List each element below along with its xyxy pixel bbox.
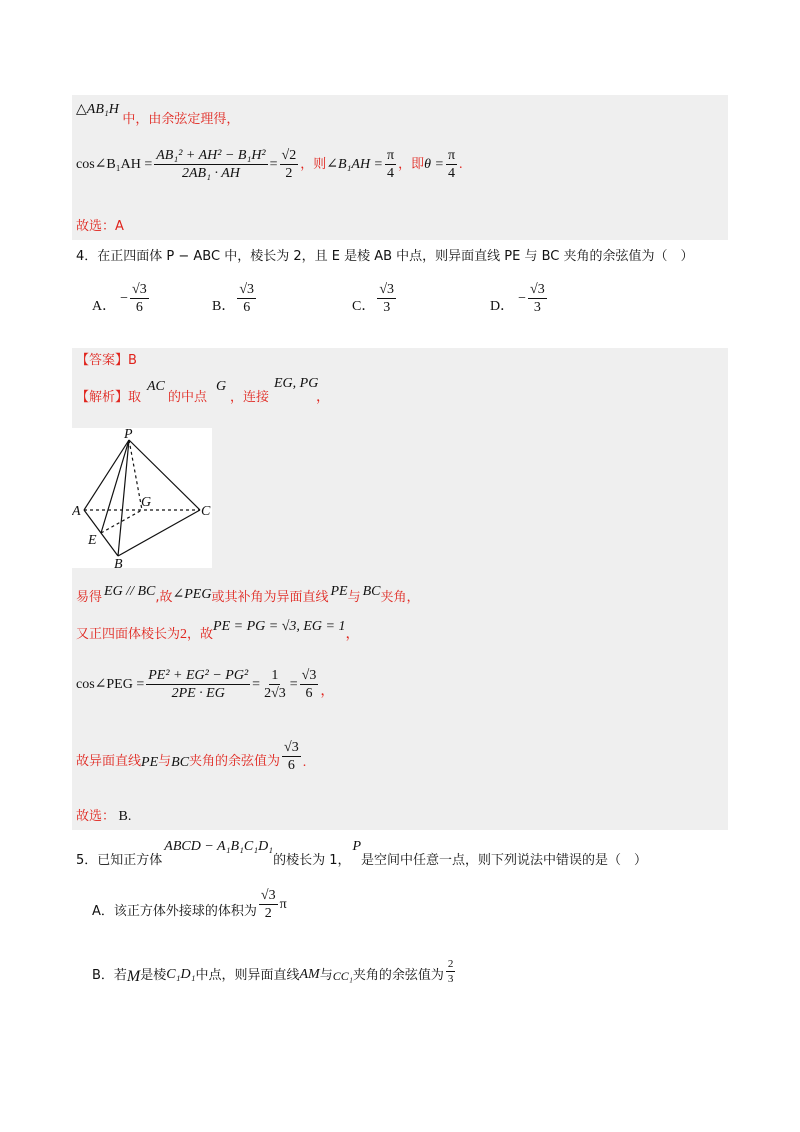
- answer-select-3: 故选：A: [76, 219, 124, 234]
- line1-bc: BC: [362, 584, 381, 599]
- cos-denominator: 2AB₁ · AH: [181, 166, 240, 182]
- option-d-den: 3: [533, 300, 541, 316]
- cos-equals: =: [269, 156, 278, 172]
- analysis-ac: AC: [147, 379, 165, 394]
- cos-numerator: AB₁² + AH² − B₁H²: [154, 148, 267, 165]
- tetrahedron-figure: [72, 428, 212, 568]
- analysis-connect: ，连接: [230, 390, 270, 405]
- q5-option-b-den: 3: [447, 973, 454, 986]
- analysis-eg-pg: EG, PG: [274, 376, 319, 391]
- question-5-stem: [76, 840, 647, 867]
- option-a-letter: A．: [92, 298, 117, 314]
- angle-num: π: [385, 148, 396, 165]
- q5-option-a-pi: π: [279, 896, 287, 912]
- q5-option-a-num: √3: [259, 888, 278, 905]
- cos-lhs: cos∠B₁AH =: [76, 156, 153, 172]
- label-e: E: [88, 533, 97, 548]
- analysis-comma: ，: [316, 390, 330, 405]
- q5-option-b-mid3: 夹角的余弦值为: [352, 968, 444, 984]
- q5-p: P: [352, 839, 362, 854]
- conclusion-and: 与: [158, 753, 172, 769]
- option-c-num: √3: [377, 282, 396, 299]
- angle-lhs: ∠B₁AH =: [326, 156, 384, 172]
- q5-option-b-mid2: 中点，则异面直线: [195, 968, 300, 984]
- option-b-letter: B．: [212, 298, 236, 314]
- label-c: C: [201, 504, 211, 519]
- label-b: B: [114, 557, 123, 568]
- ji-text: ，即: [398, 157, 425, 173]
- q5-option-b-mid1: 是棱: [140, 968, 167, 984]
- q5-cube: ABCD − A₁B₁C₁D₁: [164, 839, 274, 854]
- cosine-law-formula: [76, 148, 463, 182]
- q5-prefix: 5．已知正方体: [76, 853, 163, 868]
- option-d-letter: D．: [490, 298, 515, 314]
- line1-mid: ,故: [155, 590, 173, 605]
- cos-peg-eq2: =: [289, 676, 298, 692]
- option-c[interactable]: [352, 282, 398, 316]
- q5-end: 是空间中任意一点，则下列说法中错误的是（ ）: [361, 853, 648, 868]
- select-label: 故选：: [76, 809, 116, 824]
- cos-peg-value-den: 6: [305, 686, 313, 702]
- conclusion-mid: 夹角的余弦值为: [189, 753, 281, 769]
- line2-mid: ，故: [187, 627, 214, 642]
- triangle-label-line: [76, 102, 240, 127]
- option-a-sign: −: [120, 290, 129, 306]
- edge-pa: [84, 440, 129, 510]
- question-4-stem: 4．在正四面体 P − ABC 中，棱长为 2，且 E 是棱 AB 中点，则异面直线 PE 与 BC 夹角的余弦值为（ ）: [76, 249, 694, 264]
- cos-peg-value: [300, 668, 319, 702]
- line1-pe: PE: [330, 584, 348, 599]
- line2-num: 2: [180, 627, 188, 642]
- q5-option-b-m: M: [126, 968, 141, 986]
- cos-peg-num: PE² + EG² − PG²: [146, 668, 250, 685]
- then-text: ，则: [300, 157, 327, 173]
- q5-option-a-text: A．该正方体外接球的体积为: [92, 904, 257, 920]
- answer-select-4: [76, 810, 131, 824]
- line2-formula: PE = PG = √3, EG = 1: [213, 619, 346, 634]
- conclusion-line: [76, 740, 306, 774]
- cos-peg-lhs: cos∠PEG =: [76, 676, 145, 692]
- option-b[interactable]: [212, 282, 258, 316]
- option-a-den: 6: [135, 300, 143, 316]
- option-c-den: 3: [383, 300, 391, 316]
- line1-rest: 或其补角为异面直线: [211, 590, 329, 605]
- q5-option-b-edge: C₁D₁: [166, 967, 196, 983]
- analysis-midpoint: 的中点: [168, 390, 208, 405]
- tetrahedron-svg: [72, 428, 212, 568]
- option-d-num: √3: [528, 282, 547, 299]
- line1-and: 与: [347, 590, 361, 605]
- q5-option-b[interactable]: [92, 958, 457, 985]
- answer-tag-4: 【答案】B: [76, 353, 137, 368]
- analysis-tag: 【解析】取: [76, 390, 142, 405]
- option-d[interactable]: [490, 282, 549, 316]
- triangle-label: △AB₁H: [76, 102, 119, 117]
- line1-end: 夹角，: [380, 590, 420, 605]
- q5-option-a[interactable]: [92, 888, 287, 922]
- select-value: B.: [118, 809, 132, 824]
- cos-peg-eq1: =: [252, 676, 261, 692]
- conclusion-end: .: [302, 754, 307, 770]
- label-g: G: [141, 495, 152, 510]
- cos-peg-fraction: [146, 668, 250, 702]
- cos-peg-half: [262, 668, 288, 702]
- option-c-letter: C．: [352, 298, 376, 314]
- option-a[interactable]: [92, 282, 151, 316]
- analysis-g: G: [216, 379, 227, 394]
- conclusion-prefix: 故异面直线: [76, 753, 142, 769]
- q5-option-b-num: 2: [446, 958, 456, 972]
- line1-formula: EG // BC: [104, 584, 156, 599]
- option-b-num: √3: [237, 282, 256, 299]
- theta-fraction: [446, 148, 457, 182]
- option-d-fraction: [528, 282, 547, 316]
- theta-lhs: θ =: [424, 156, 444, 172]
- q5-option-b-and: 与: [319, 968, 333, 984]
- cos-peg-half-num: 1: [269, 668, 280, 685]
- option-c-fraction: [377, 282, 396, 316]
- line2-end: ，: [345, 627, 360, 642]
- cos-value-num: √2: [280, 148, 299, 165]
- theta-den: 4: [447, 166, 455, 182]
- edge-bc: [118, 510, 200, 556]
- q5-mid: 的棱长为 1，: [273, 853, 351, 868]
- question-4-options: [92, 282, 612, 322]
- conclusion-bc: BC: [171, 754, 190, 770]
- cos-peg-den: 2PE · EG: [171, 686, 225, 702]
- cos-peg-end: ，: [320, 683, 335, 699]
- cos-peg-value-num: √3: [300, 668, 319, 685]
- conclusion-pe: PE: [141, 754, 159, 770]
- cos-value: [280, 148, 299, 182]
- option-a-fraction: [130, 282, 149, 316]
- theta-num: π: [446, 148, 457, 165]
- label-a: A: [72, 504, 81, 519]
- option-b-fraction: [237, 282, 256, 316]
- q5-option-a-fraction: [259, 888, 278, 922]
- cos-peg-formula: [76, 668, 334, 702]
- angle-fraction: [385, 148, 396, 182]
- line2-prefix: 又正四面体棱长为: [76, 627, 181, 642]
- q5-option-a-den: 2: [264, 906, 272, 922]
- option-d-sign: −: [518, 290, 527, 306]
- conclusion-den: 6: [287, 758, 295, 774]
- cos-value-den: 2: [285, 166, 293, 182]
- solution-line-2: [76, 620, 359, 642]
- conclusion-num: √3: [282, 740, 301, 757]
- angle-den: 4: [387, 166, 395, 182]
- solution-line-1: [76, 585, 420, 604]
- cos-fraction: [154, 148, 267, 182]
- label-p: P: [124, 428, 133, 442]
- line1-angle: ∠PEG: [172, 587, 212, 602]
- cos-peg-half-den: 2√3: [264, 686, 286, 702]
- line1-prefix: 易得: [76, 590, 103, 605]
- theta-end: .: [459, 156, 463, 172]
- conclusion-fraction: [282, 740, 301, 774]
- q5-option-b-fraction: [446, 958, 456, 985]
- q5-option-b-prefix: B．若: [92, 968, 127, 984]
- option-b-den: 6: [243, 300, 251, 316]
- q5-option-b-cc: CC₁: [332, 969, 353, 984]
- q5-option-b-am: AM: [299, 967, 320, 983]
- option-a-num: √3: [130, 282, 149, 299]
- triangle-suffix: 中，由余弦定理得，: [122, 112, 240, 127]
